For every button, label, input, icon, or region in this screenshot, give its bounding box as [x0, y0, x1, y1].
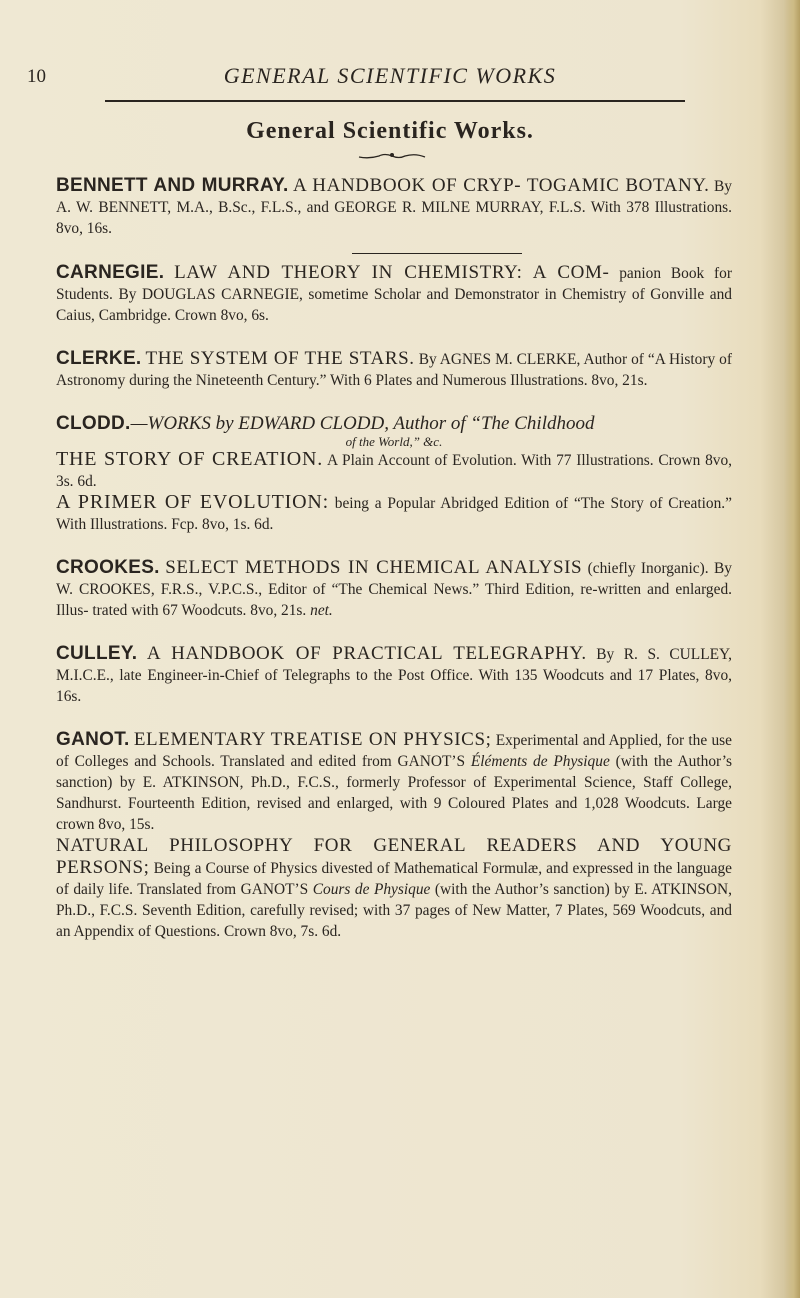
entry-title: THE SYSTEM OF THE STARS.: [145, 348, 415, 369]
page-number: 10: [27, 66, 46, 87]
page-header: [0, 58, 780, 98]
author-name: GANOT’S: [240, 881, 309, 898]
entry-body: Experimental and Applied, for the use of Colleges and Schools. Translated and edited from: [56, 732, 732, 770]
book-title: A PRIMER OF EVOLUTION:: [56, 491, 329, 513]
entry-body: panion Book for Students. By DOUGLAS CARNEGIE, sometime Scholar and Demonstrator in Chemistry of Gonville and Caius, Cambridge. Crown 8vo, 6s.: [56, 265, 732, 324]
entry-body: By A. W. BENNETT, M.A., B.Sc., F.L.S., and GEORGE R. MILNE MURRAY, F.L.S. With 378 Illustrations. 8vo, 16s.: [56, 178, 732, 237]
entry-bennett: [56, 175, 732, 239]
page-edge-shadow: [784, 0, 800, 1298]
entry-title: A HANDBOOK OF PRACTICAL TELEGRAPHY.: [146, 643, 587, 664]
entry-name: GANOT.: [56, 729, 130, 750]
net-price-label: net.: [310, 602, 333, 619]
entry-heading: —WORKS by EDWARD CLODD, Author of “The Childhood: [130, 413, 595, 434]
entry-title: A HANDBOOK OF CRYP- TOGAMIC BOTANY.: [293, 175, 710, 196]
divider: [352, 253, 522, 254]
header-rule: [105, 100, 685, 102]
entry-name: CULLEY.: [56, 643, 138, 664]
entry-body: (chiefly Inorganic). By W. CROOKES, F.R.S., V.P.C.S., Editor of “The Chemical News.” Third Edition, re-written and enlarged. Illus- trated with 67 Woodcuts. 8vo, 21s.: [56, 560, 732, 619]
book-body: being a Popular Abridged Edition of “The Story of Creation.” With Illustrations. Fcp. 8vo, 1s. 6d.: [56, 495, 732, 533]
entry-name: BENNETT AND MURRAY.: [56, 175, 289, 196]
entry-body: By R. S. CULLEY, M.I.C.E., late Engineer-in-Chief of Telegraphs to the Post Office. With 135 Woodcuts and 17 Plates, 8vo, 16s.: [56, 646, 732, 705]
entry-clodd: [56, 413, 732, 535]
catalogue-entries: [56, 175, 732, 964]
entry-name: CLERKE.: [56, 348, 142, 369]
entry-body: By AGNES M. CLERKE, Author of “A History of Astronomy during the Nineteenth Century.” With 6 Plates and Numerous Illustrations. 8vo, 21s.: [56, 351, 732, 389]
entry-ganot: [56, 729, 732, 942]
running-title: GENERAL SCIENTIFIC WORKS: [223, 63, 557, 88]
entry-body: (with the Author’s sanction) by E. ATKINSON, Ph.D., F.C.S., formerly Professor of Experimental Science, Staff College, Sandhurst. Fourteenth Edition, revised and enlarged, with 9 Coloured Plates and 1,028 Woodcuts. Large crown 8vo, 15s.: [56, 753, 732, 833]
entry-title: ELEMENTARY TREATISE ON PHYSICS;: [133, 729, 492, 750]
entry-body: Being a Course of Physics divested of Mathematical Formulæ, and expressed in the language of daily life. Translated from: [56, 860, 732, 898]
entry-title: SELECT METHODS IN CHEMICAL ANALYSIS: [165, 557, 583, 578]
author-name: GANOT’S: [397, 753, 466, 770]
book-body: A Plain Account of Evolution. With 77 Illustrations. Crown 8vo, 3s. 6d.: [56, 452, 733, 490]
entry-name: CLODD.: [56, 413, 131, 434]
entry-culley: [56, 643, 732, 707]
book-title: THE STORY OF CREATION.: [56, 448, 324, 470]
work-title: Cours de Physique: [312, 881, 431, 898]
entry-carnegie: [56, 262, 732, 326]
book-title: NATURAL PHILOSOPHY FOR GENERAL READERS AND YOUNG PERSONS;: [56, 835, 732, 878]
entry-body: (with the Author’s sanction) by E. ATKINSON, Ph.D., F.C.S. Seventh Edition, carefully revised; with 37 pages of New Matter, 7 Plates, 569 Woodcuts, and an Appendix of Questions. Crown 8vo, 7s. 6d.: [56, 881, 732, 940]
entry-name: CROOKES.: [56, 557, 160, 578]
work-title: Éléments de Physique: [470, 753, 610, 770]
entry-subtitle: of the World,” &c.: [345, 434, 443, 449]
ornament-flourish-icon: [357, 151, 427, 161]
entry-clerke: [56, 348, 732, 391]
entry-title: LAW AND THEORY IN CHEMISTRY: A COM-: [174, 262, 610, 283]
entry-name: CARNEGIE.: [56, 262, 165, 283]
section-title: General Scientific Works.: [246, 118, 534, 144]
entry-crookes: [56, 557, 732, 621]
